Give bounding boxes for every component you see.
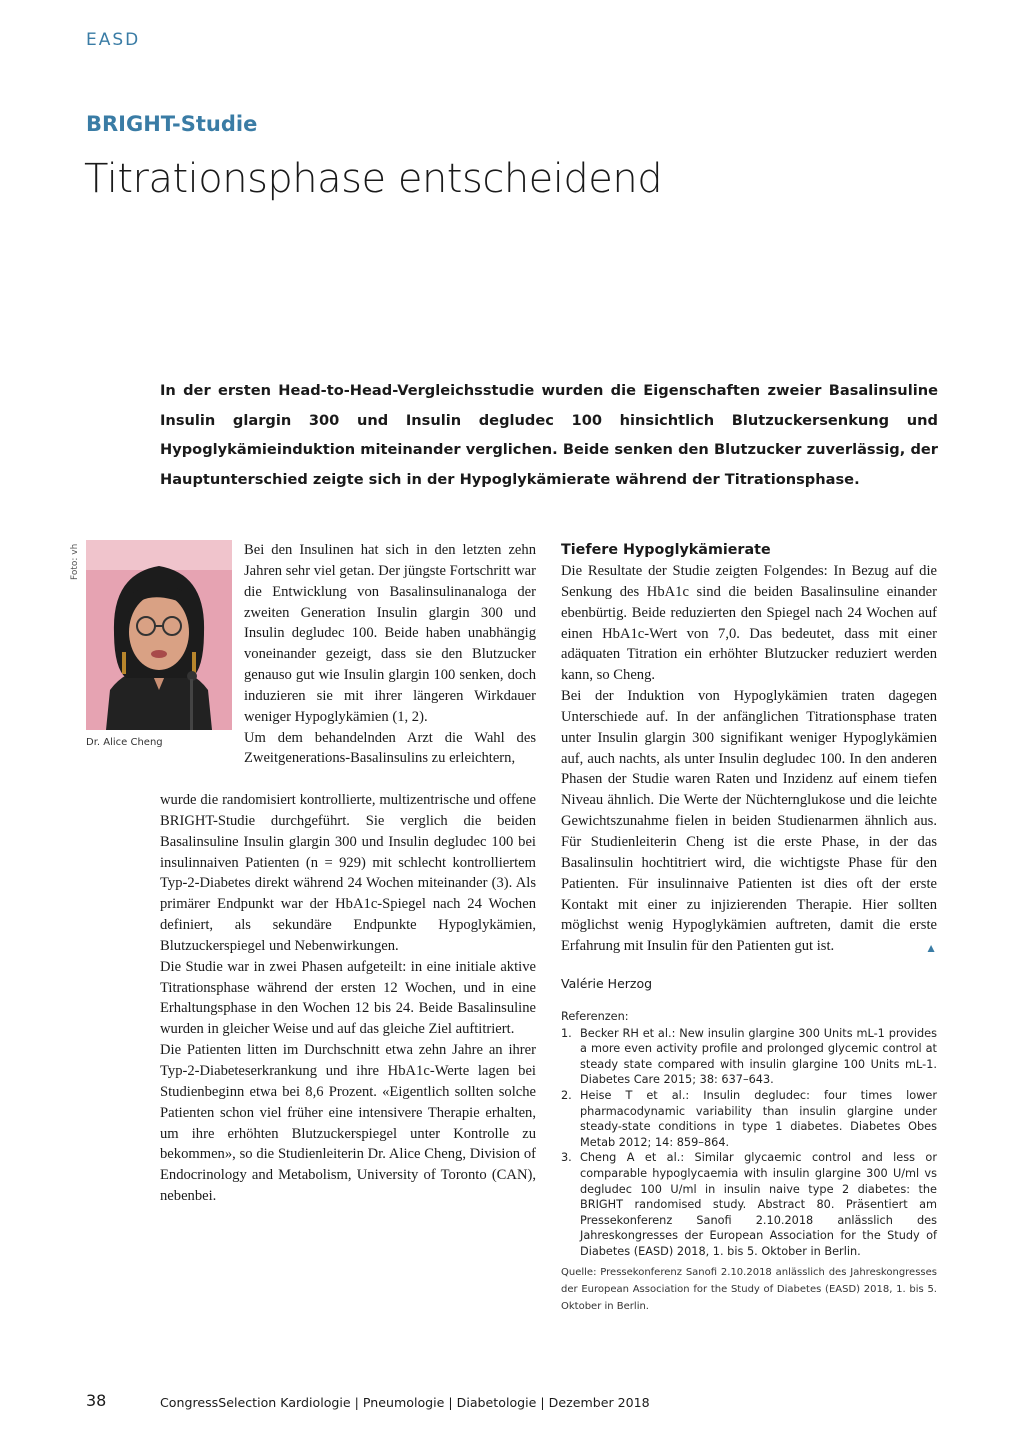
article-author: Valérie Herzog	[561, 976, 653, 991]
references-heading: Referenzen:	[561, 1010, 629, 1023]
reference-text: Becker RH et al.: New insulin glargine 300 Units mL-1 provides a more even activity profile and prolonged glycemic control at steady state compared with insulin glargine 100 Units mL-1. Diabetes Care 2015; 38: 637–643.	[580, 1026, 937, 1087]
source-note: Quelle: Pressekonferenz Sanofi 2.10.2018 anlässlich des Jahreskongresses der European Association for the Study of Diabetes (EASD) 2018, 1. bis 5. Oktober in Berlin.	[561, 1267, 937, 1312]
paragraph: Die Studie war in zwei Phasen aufgeteilt: in eine initiale aktive Titrationsphase während der ersten 12 Wochen, und in eine Erhaltungsphase in den Wochen 12 bis 24. Beide Basalinsuline wurden in gleicher Weise und auf das gleiche Ziel auftitriert.	[160, 958, 536, 1038]
paragraph: Die Patienten litten im Durchschnitt etwa zehn Jahre an ihrer Typ-2-Diabeteserkrankung und ihre HbA1c-Werte lagen bei Studienbeginn etwa bei 8,6 Prozent. «Eigentlich sollten solche Patienten schon viel früher eine intensivere Therapie erhalten, um ihre erhöhten Blutzuckerspiegel unter Kontrolle zu bekommen», so die Studienleiterin Dr. Alice Cheng, Division of Endocrinology and Metabolism, University of Toronto (CAN), nebenbei.	[160, 1042, 536, 1205]
article-lead: In der ersten Head-to-Head-Vergleichsstudie wurden die Eigenschaften zweier Basalinsuline Insulin glargin 300 und Insulin degludec 100 hinsichtlich Blutzuckersenkung und Hypoglykämieinduktion miteinander verglichen. Beide senken den Blutzucker zuverlässig, der Hauptunterschied zeigte sich in der Hypoglykämierate während der Titrationsphase.	[160, 382, 938, 488]
paragraph	[561, 686, 937, 957]
body-column-2	[561, 540, 937, 959]
portrait-illustration	[86, 540, 232, 730]
paragraph-text: Bei der Induktion von Hypoglykämien traten dagegen Unterschiede auf. In der anfänglichen Titrationsphase traten unter Insulin glargin 300 signifikant weniger Hypoglykämien auf, auch nachts, als unter Insulin degludec 100. In den anderen Phasen der Studie waren Raten und Inzidenz auf einem tiefen Niveau ähnlich. Die Werte der Nüchternglukose und die leichte Gewichtszunahme fielen in beiden Studienarmen ähnlich aus. Für Studienleiterin Cheng ist die erste Phase, in der das Basalinsulin hochtitriert wird, die wichtigste Phase für den Patienten. Für insulinnaive Patienten ist dies oft der erste Kontakt mit einer zu injizierenden Therapie. Hier sollten möglichst wenig Hypoglykämien auftreten, damit die erste Erfahrung mit Insulin für den Patienten gut ist.	[561, 688, 937, 955]
portrait-photo	[86, 540, 232, 730]
reference-list	[561, 1026, 937, 1260]
article-title: Titrationsphase entscheidend	[84, 156, 663, 202]
references	[561, 1009, 937, 1260]
paragraph: Die Resultate der Studie zeigten Folgendes: In Bezug auf die Senkung des HbA1c sind die beiden Basalinsuline einander ebenbürtig. Beide reduzierten den Spiegel nach 24 Wochen auf einen HbA1c-Wert von 7,0. Das bedeutet, dass mit einer adäquaten Titration ein erhöhter Blutzucker reduziert werden kann, so Cheng.	[561, 563, 937, 684]
subheading: Tiefere Hypoglykämierate	[561, 542, 771, 558]
end-of-article-triangle-icon: ▲	[925, 941, 937, 956]
section-label: EASD	[86, 30, 141, 50]
body-column-1-bottom	[160, 790, 536, 1207]
page-number: 38	[86, 1391, 107, 1410]
reference-number: 2.	[561, 1088, 572, 1102]
reference-item	[561, 1088, 937, 1150]
photo-credit: Foto: vh	[70, 543, 80, 580]
reference-number: 3.	[561, 1151, 572, 1165]
body-column-1-top	[244, 540, 536, 769]
photo-caption: Dr. Alice Cheng	[86, 737, 163, 748]
paragraph: Um dem behandelnden Arzt die Wahl des Zweitgenerations-Basalinsulins zu erleichtern,	[244, 729, 536, 767]
reference-item	[561, 1150, 937, 1259]
reference-number: 1.	[561, 1026, 572, 1040]
paragraph: wurde die randomisiert kontrollierte, multizentrische und offene BRIGHT-Studie durchgeführt. Sie verglich die beiden Basalinsuline Insulin glargin 300 und Insulin degludec 100 bei insulinnaiven Patienten (n = 929) mit schlecht kontrolliertem Typ-2-Diabetes direkt während 24 Wochen miteinander (3). Als primärer Endpunkt war der HbA1c-Spiegel nach 24 Wochen definiert, als sekundäre Endpunkte Hypoglykämien, Blutzuckerspiegel und Nebenwirkungen.	[160, 792, 536, 954]
reference-text: Cheng A et al.: Similar glycaemic control and less or comparable hypoglycaemia with insulin glargine 300 U/ml vs degludec 100 U/ml in insulin naive type 2 diabetes: the BRIGHT randomised study. Abstract 80. Präsentiert am Pressekonferenz Sanofi 2.10.2018 anlässlich des Jahreskongresses der European Association for the Study of Diabetes (EASD) 2018, 1. bis 5. Oktober in Berlin.	[580, 1151, 937, 1258]
reference-item	[561, 1026, 937, 1088]
article-kicker: BRIGHT-Studie	[86, 112, 258, 136]
reference-text: Heise T et al.: Insulin degludec: four times lower pharmacodynamic variability than insulin glargine under steady-state conditions in type 1 diabetes. Diabetes Obes Metab 2012; 14: 859–864.	[580, 1088, 937, 1149]
publication-footer: CongressSelection Kardiologie | Pneumologie | Diabetologie | Dezember 2018	[160, 1395, 650, 1410]
paragraph: Bei den Insulinen hat sich in den letzten zehn Jahren sehr viel getan. Der jüngste Fortschritt war die Entwicklung von Basalinsulinanaloga der zweiten Generation Insulin glargin 300 und Insulin degludec 100. Beide haben unabhängig voneinander gezeigt, dass sie den Blutzucker genauso gut wie Insulin glargin 100 senken, doch induzieren sie mit ihrer längeren Wirkdauer weniger Hypoglykämien (1, 2).	[244, 542, 536, 725]
